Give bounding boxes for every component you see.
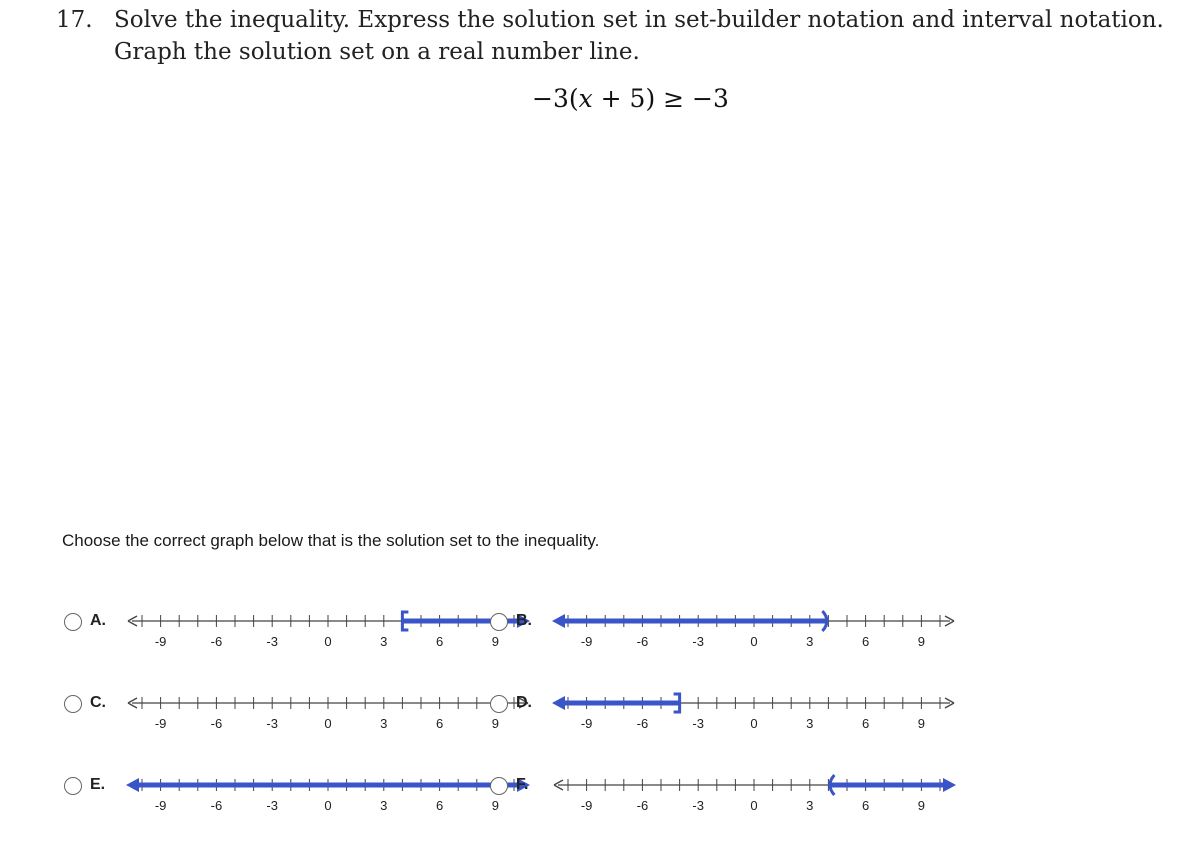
tick-label: 0 [324, 716, 332, 731]
option-label-f[interactable]: F. [516, 776, 529, 793]
option-label-a[interactable]: A. [90, 612, 106, 629]
tick-label: 6 [435, 716, 444, 731]
inequality-equation [532, 84, 729, 113]
number-line-c [120, 689, 540, 735]
tick-label: 0 [750, 634, 758, 649]
radio-button-b[interactable] [490, 613, 508, 631]
problem-line-1 [56, 4, 1164, 36]
problem-line-2: Graph the solution set on a real number line. [114, 39, 640, 65]
tick-label: 3 [806, 716, 814, 731]
number-line-a [120, 607, 540, 653]
tick-label: -6 [636, 716, 649, 731]
tick-label: -9 [154, 634, 167, 649]
tick-label: 0 [750, 798, 758, 813]
tick-label: -9 [154, 798, 167, 813]
number-line-d [546, 689, 966, 735]
tick-label: 0 [324, 634, 332, 649]
option-label-e[interactable]: E. [90, 776, 106, 793]
tick-label: -3 [692, 634, 704, 649]
tick-label: -9 [580, 798, 593, 813]
tick-label: -6 [210, 798, 223, 813]
tick-label: -3 [692, 716, 704, 731]
radio-button-a[interactable] [64, 613, 82, 631]
radio-button-d[interactable] [490, 695, 508, 713]
tick-label: 9 [491, 798, 500, 813]
tick-label: -6 [210, 634, 223, 649]
option-label-d[interactable]: D. [516, 694, 532, 711]
number-line-f [546, 771, 966, 817]
equation-left: −3( [532, 84, 579, 113]
radio-button-e[interactable] [64, 777, 82, 795]
tick-label: 6 [861, 716, 870, 731]
tick-label: -9 [580, 716, 593, 731]
solution-arrow-left [552, 696, 565, 710]
tick-label: 3 [806, 798, 814, 813]
tick-label: 9 [491, 634, 500, 649]
problem-number: 17. [56, 7, 93, 33]
tick-label: -3 [266, 798, 278, 813]
tick-label: -3 [692, 798, 704, 813]
option-label-b[interactable]: B. [516, 612, 532, 629]
tick-label: 9 [491, 716, 500, 731]
tick-label: 3 [380, 716, 388, 731]
question-instruction: Choose the correct graph below that is the solution set to the inequality. [62, 531, 600, 550]
tick-label: -3 [266, 634, 278, 649]
problem-statement [56, 4, 1164, 68]
tick-label: 3 [380, 798, 388, 813]
tick-label: 3 [380, 634, 388, 649]
tick-label: 9 [917, 634, 926, 649]
equation-variable: x [578, 84, 593, 113]
tick-label: -9 [580, 634, 593, 649]
solution-arrow-right [943, 778, 956, 792]
solution-arrow-left [552, 614, 565, 628]
problem-text-1: Solve the inequality. Express the solution set in set-builder notation and interval notation. [114, 7, 1164, 33]
radio-button-f[interactable] [490, 777, 508, 795]
tick-label: -6 [210, 716, 223, 731]
tick-label: -3 [266, 716, 278, 731]
tick-label: 6 [435, 798, 444, 813]
tick-label: 9 [917, 798, 926, 813]
tick-label: 9 [917, 716, 926, 731]
tick-label: 6 [435, 634, 444, 649]
solution-arrow-left [126, 778, 139, 792]
tick-label: 6 [861, 798, 870, 813]
number-line-e [120, 771, 540, 817]
equation-right: + 5) ≥ −3 [592, 84, 729, 113]
tick-label: -9 [154, 716, 167, 731]
number-line-b [546, 607, 966, 653]
tick-label: -6 [636, 634, 649, 649]
option-label-c[interactable]: C. [90, 694, 106, 711]
tick-label: 0 [750, 716, 758, 731]
tick-label: 3 [806, 634, 814, 649]
tick-label: -6 [636, 798, 649, 813]
radio-button-c[interactable] [64, 695, 82, 713]
tick-label: 0 [324, 798, 332, 813]
tick-label: 6 [861, 634, 870, 649]
